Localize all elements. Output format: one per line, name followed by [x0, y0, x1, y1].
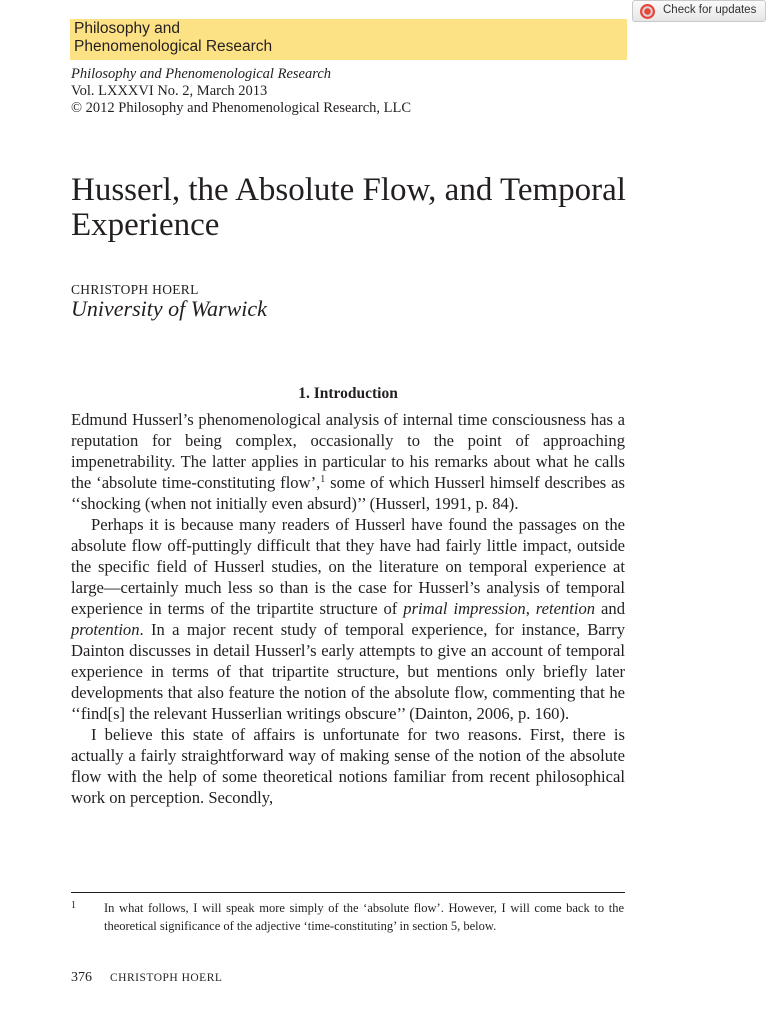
author-name: CHRISTOPH HOERL [71, 282, 199, 297]
journal-name-line2: Phenomenological Research [74, 38, 273, 55]
footnote-ref: 1 [320, 474, 326, 485]
author-affiliation: University of Warwick [71, 296, 267, 321]
text-run: . In a major recent study of temporal experience, for instance, Barry Dainton discusses in detail Husserl’s early attempts to give an account of temporal experience in terms of that tripartite structure, but mentions only briefly later developments that also feature the notion of the absolute flow, commenting that he ‘‘find[s] the relevant Husserlian writings obscure’’ (Dainton, 2006, p. 160). [71, 620, 625, 723]
footnote-number: 1 [71, 900, 76, 911]
article-title: Husserl, the Absolute Flow, and Temporal Experience [71, 172, 626, 243]
text-run: and [595, 599, 625, 618]
text-run: , [525, 599, 536, 618]
body-paragraph [71, 514, 625, 724]
crossmark-icon [640, 4, 655, 19]
footnote-divider [71, 892, 625, 893]
check-for-updates-button[interactable] [632, 0, 766, 22]
page-number: 376 [71, 970, 92, 985]
footnote-text: In what follows, I will speak more simply of the ‘absolute flow’. However, I will come back to the theoretical significance of the adjective ‘time-constituting’ in section 5, below. [104, 901, 624, 933]
body-paragraph [71, 724, 625, 808]
text-run: some of which Husserl himself describes as ‘‘shocking (when not initially even absurd)’’ (Husserl, 1991, p. 84). [71, 473, 625, 513]
journal-name-band [70, 19, 627, 60]
emphasis-term: protention [71, 620, 140, 639]
body-text [71, 409, 625, 808]
journal-name-line1: Philosophy and [74, 20, 180, 37]
copyright-line: © 2012 Philosophy and Phenomenological Research, LLC [71, 100, 412, 116]
volume-info: Vol. LXXXVI No. 2, March 2013 [71, 83, 268, 99]
body-paragraph [71, 409, 625, 514]
text-run: I believe this state of affairs is unfortunate for two reasons. First, there is actually a fairly straightforward way of making sense of the notion of the absolute flow with the help of some theoretical notions familiar from recent philosophical work on perception. Secondly, [71, 725, 625, 807]
text-run: Perhaps it is because many readers of Husserl have found the passages on the absolute flow off-puttingly difficult that they have had fairly little impact, outside the specific field of Husserl studies, on the literature on temporal experience at large—certainly much less so than is the case for Husserl’s analysis of temporal experience in terms of the tripartite structure of [71, 515, 625, 618]
section-heading: 1. Introduction [298, 385, 398, 402]
check-for-updates-label: Check for updates [663, 4, 757, 16]
emphasis-term: primal impression [403, 599, 526, 618]
text-run: Edmund Husserl’s phenomenological analysis of internal time consciousness has a reputation for being complex, occasionally to the point of approaching impenetrability. The latter applies in particular to his remarks about what he calls the ‘absolute time-constituting flow’, [71, 410, 625, 492]
running-head: CHRISTOPH HOERL [110, 972, 223, 984]
emphasis-term: retention [535, 599, 596, 618]
journal-title-italic: Philosophy and Phenomenological Research [71, 66, 332, 82]
